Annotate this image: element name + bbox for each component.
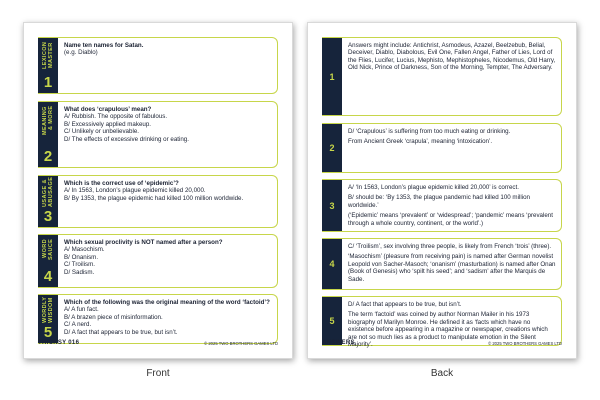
answer-option: C/ Troilism.	[64, 261, 95, 269]
answer-text: Answers might include: Antichrist, Asmodeus, Azazel, Beelzebub, Belial, Deceiver, Diablo, Diabolous, Evil One, Fallen Angel, Father of Lies, Lord of the Flies, Lucifer, Lucius, Mephisto, Mephistopheles, Nicodemus, Old Harry, Old Nick, Prince of Darkness, Son of the Morning, Tempter, The Adversary.	[348, 42, 556, 72]
number-strip	[322, 180, 342, 231]
answer-option: C/ A nerd.	[64, 321, 92, 329]
answer-number: 4	[329, 259, 335, 269]
answer-option: A/ In 1563, London’s plague epidemic killed 20,000.	[64, 187, 206, 195]
answer-option: D/ The effects of excessive drinking or eating.	[64, 135, 189, 143]
answer-number: 1	[329, 71, 335, 82]
answer-option: D/ A fact that appears to be true, but isn’t.	[64, 328, 178, 336]
number-strip	[322, 297, 342, 345]
question-text: Which sexual proclivity is NOT named after a person?	[64, 239, 223, 246]
question-row-2	[38, 101, 278, 168]
answer-text: D/ ‘Crapulous’ is suffering from too much eating or drinking.	[348, 128, 511, 135]
answer-option: B/ Onanism.	[64, 253, 99, 261]
category-strip	[38, 235, 58, 287]
category-strip	[38, 102, 58, 167]
category-strip	[38, 295, 58, 343]
category-label: MEANING & MORE	[42, 106, 54, 135]
answer-option: A/ Masochism.	[64, 246, 105, 254]
question-text: Name ten names for Satan.	[64, 42, 144, 49]
category-label: USAGE & ABUSAGE	[42, 176, 54, 207]
category-label: WORDLY WISDOM	[42, 296, 54, 323]
card-footer	[322, 340, 562, 348]
answer-text: B/ should be: ‘By 1353, the plague pandemic had killed 100 million worldwide.’	[348, 194, 530, 209]
answer-option: C/ Unlikely or unbelievable.	[64, 128, 139, 136]
back-card	[307, 22, 577, 359]
answers-label: ANSWERS	[322, 340, 355, 346]
number-strip	[322, 38, 342, 115]
question-number: 2	[43, 148, 53, 165]
number-strip	[322, 124, 342, 172]
answer-text: C/ ‘Troilism’, sex involving three people, is likely from French ‘trois’ (three).	[348, 243, 552, 250]
category-label: WORD SAUCE	[42, 239, 54, 261]
question-text: What does ‘crapulous’ mean?	[64, 106, 152, 113]
back-caption: Back	[430, 368, 454, 379]
question-row-5	[38, 294, 278, 344]
category-strip	[38, 176, 58, 227]
answer-number: 2	[329, 143, 335, 153]
answer-row-3	[322, 179, 562, 232]
answer-text: The term ‘factoid’ was coined by author Norman Mailer in his 1973 biography of Marilyn Monroe. He defined it as ‘facts which have no existence before appearing in a magazine or newspaper, creations which are not so much lies as a product to manipulate emotion in the Silent Majority’.	[348, 311, 548, 349]
question-row-4	[38, 234, 278, 288]
answer-row-4	[322, 238, 562, 290]
answer-number: 5	[329, 316, 335, 326]
question-row-1	[38, 37, 278, 94]
answer-option: A/ Rubbish. The opposite of fabulous.	[64, 113, 168, 121]
answer-text: A/ ‘In 1563, London’s plague epidemic killed 20,000’ is correct.	[348, 184, 519, 191]
answer-text: ‘Masochism’ (pleasure from receiving pain) is named after German novelist Leopold von Sacher-Masoch; ‘onanism’ (masturbation) is named after Onan (Book of Genesis) who ‘spilt his seed’; and ‘sadism’ after the Marquis de Sade.	[348, 253, 556, 283]
question-row-3	[38, 175, 278, 228]
question-text: Which of the following was the original meaning of the word ‘factoid’?	[64, 299, 270, 306]
answer-option: (e.g. Diablo)	[64, 49, 98, 57]
question-number: 4	[43, 268, 53, 285]
answer-text: (‘Epidemic’ means ‘prevalent’ or ‘widespread’; ‘pandemic’ means ‘prevalent through a whole country, continent, or the world’.)	[348, 212, 553, 227]
answer-text: From Ancient Greek ‘crapula’, meaning ‘intoxication’.	[348, 138, 493, 146]
front-caption: Front	[146, 368, 170, 379]
answer-row-1	[322, 37, 562, 116]
front-card	[23, 22, 293, 359]
copyright: © 2025 TWO BROTHERS GAMES LTD	[488, 341, 562, 346]
question-number: 1	[43, 74, 53, 91]
answer-option: D/ Sadism.	[64, 268, 95, 276]
answer-option: B/ A brazen piece of misinformation.	[64, 313, 163, 321]
answer-text: D/ A fact that appears to be true, but isn’t.	[348, 301, 462, 308]
copyright: © 2025 TWO BROTHERS GAMES LTD	[204, 341, 278, 346]
answer-option: B/ Excessively applied makeup.	[64, 120, 152, 128]
number-strip	[322, 239, 342, 289]
answer-row-5	[322, 296, 562, 349]
category-strip	[38, 38, 58, 93]
question-number: 3	[43, 208, 53, 225]
answer-number: 3	[329, 200, 335, 211]
answer-row-2	[322, 123, 562, 173]
question-number: 5	[43, 324, 53, 341]
card-code: TRICKSY 016	[38, 340, 80, 346]
question-text: Which is the correct use of ‘epidemic’?	[64, 180, 179, 187]
category-label: LEXICON MASTER	[42, 42, 54, 70]
card-footer	[38, 340, 278, 348]
answer-option: A/ A fun fact.	[64, 306, 99, 314]
answer-option: B/ By 1353, the plague epidemic had killed 100 million worldwide.	[64, 194, 244, 202]
